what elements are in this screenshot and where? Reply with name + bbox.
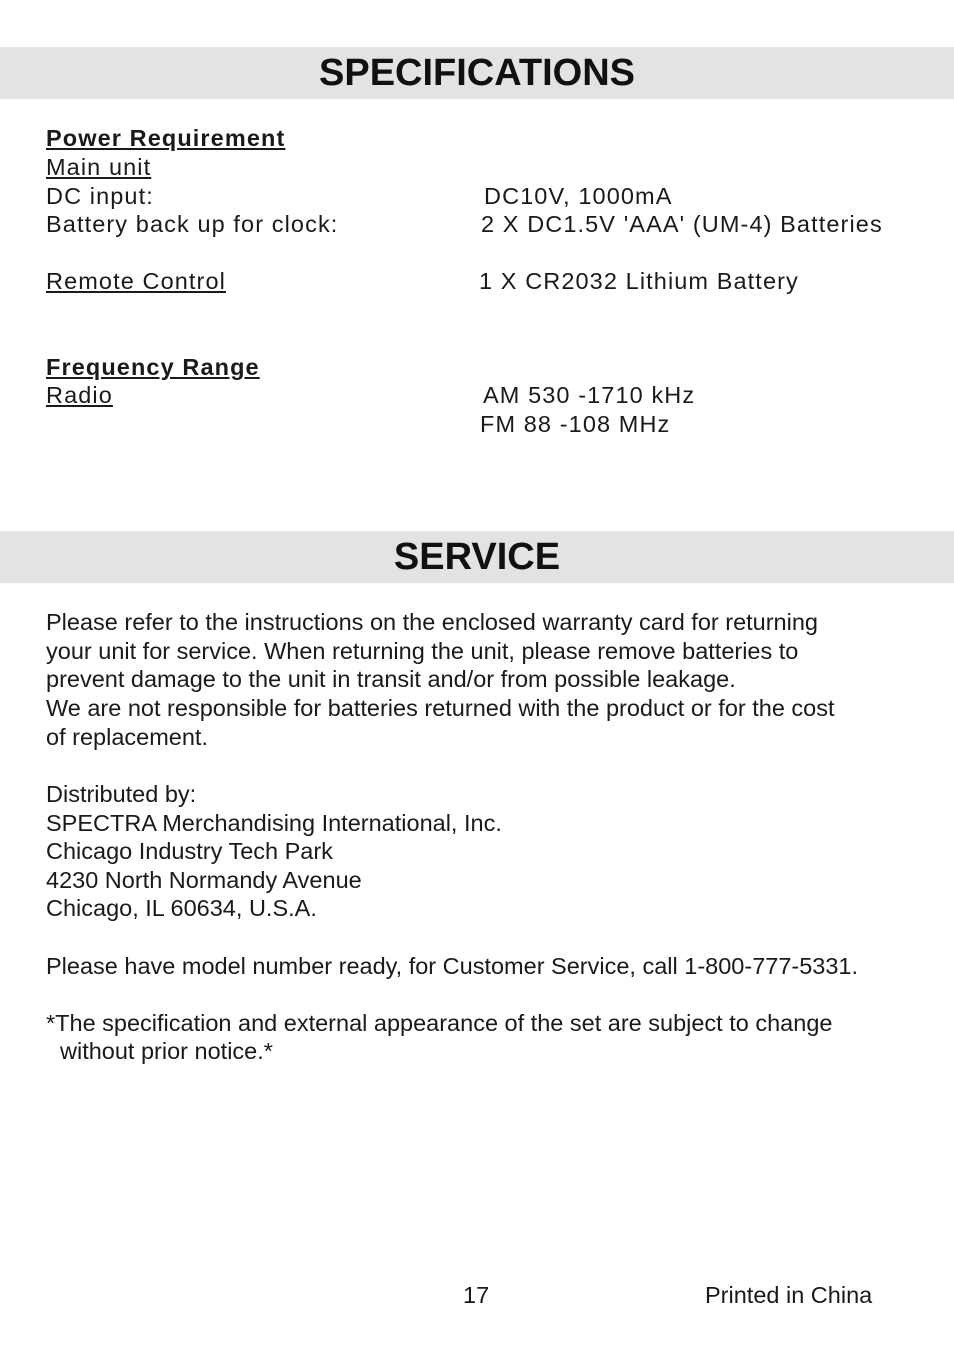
- customer-service-text: Please have model number ready, for Customer Service, call 1-800-777-5331.: [46, 953, 859, 979]
- service-title: SERVICE: [393, 536, 561, 578]
- dc-input-value: DC10V, 1000mA: [484, 183, 673, 209]
- power-requirement-heading: Power Requirement: [46, 125, 286, 151]
- main-unit-label: Main unit: [46, 154, 152, 180]
- page-number: 17: [463, 1282, 490, 1308]
- service-paragraph-line: your unit for service. When returning the unit, please remove batteries to: [46, 638, 799, 664]
- distributed-by-label: Distributed by:: [46, 781, 197, 807]
- battery-backup-value: 2 X DC1.5V 'AAA' (UM-4) Batteries: [481, 211, 883, 237]
- battery-backup-label: Battery back up for clock:: [46, 211, 339, 237]
- fm-range-value: FM 88 -108 MHz: [480, 411, 671, 437]
- service-paragraph-line: of replacement.: [46, 724, 208, 750]
- specifications-title: SPECIFICATIONS: [319, 52, 635, 94]
- notice-text-line2: without prior notice.*: [60, 1038, 273, 1064]
- address-line: Chicago Industry Tech Park: [46, 838, 333, 864]
- address-line: Chicago, IL 60634, U.S.A.: [46, 895, 317, 921]
- service-paragraph-line: We are not responsible for batteries returned with the product or for the cost: [46, 695, 835, 721]
- remote-control-label: Remote Control: [46, 268, 226, 294]
- radio-label: Radio: [46, 382, 113, 408]
- notice-text-line1: *The specification and external appearance of the set are subject to change: [46, 1010, 833, 1036]
- service-paragraph-line: prevent damage to the unit in transit and/or from possible leakage.: [46, 666, 736, 692]
- am-range-value: AM 530 -1710 kHz: [483, 382, 696, 408]
- frequency-range-heading: Frequency Range: [46, 354, 260, 380]
- address-line: 4230 North Normandy Avenue: [46, 867, 362, 893]
- service-paragraph-line: Please refer to the instructions on the enclosed warranty card for returning: [46, 609, 818, 635]
- printed-in-text: Printed in China: [705, 1282, 873, 1308]
- address-line: SPECTRA Merchandising International, Inc.: [46, 810, 502, 836]
- remote-control-value: 1 X CR2032 Lithium Battery: [479, 268, 799, 294]
- dc-input-label: DC input:: [46, 183, 154, 209]
